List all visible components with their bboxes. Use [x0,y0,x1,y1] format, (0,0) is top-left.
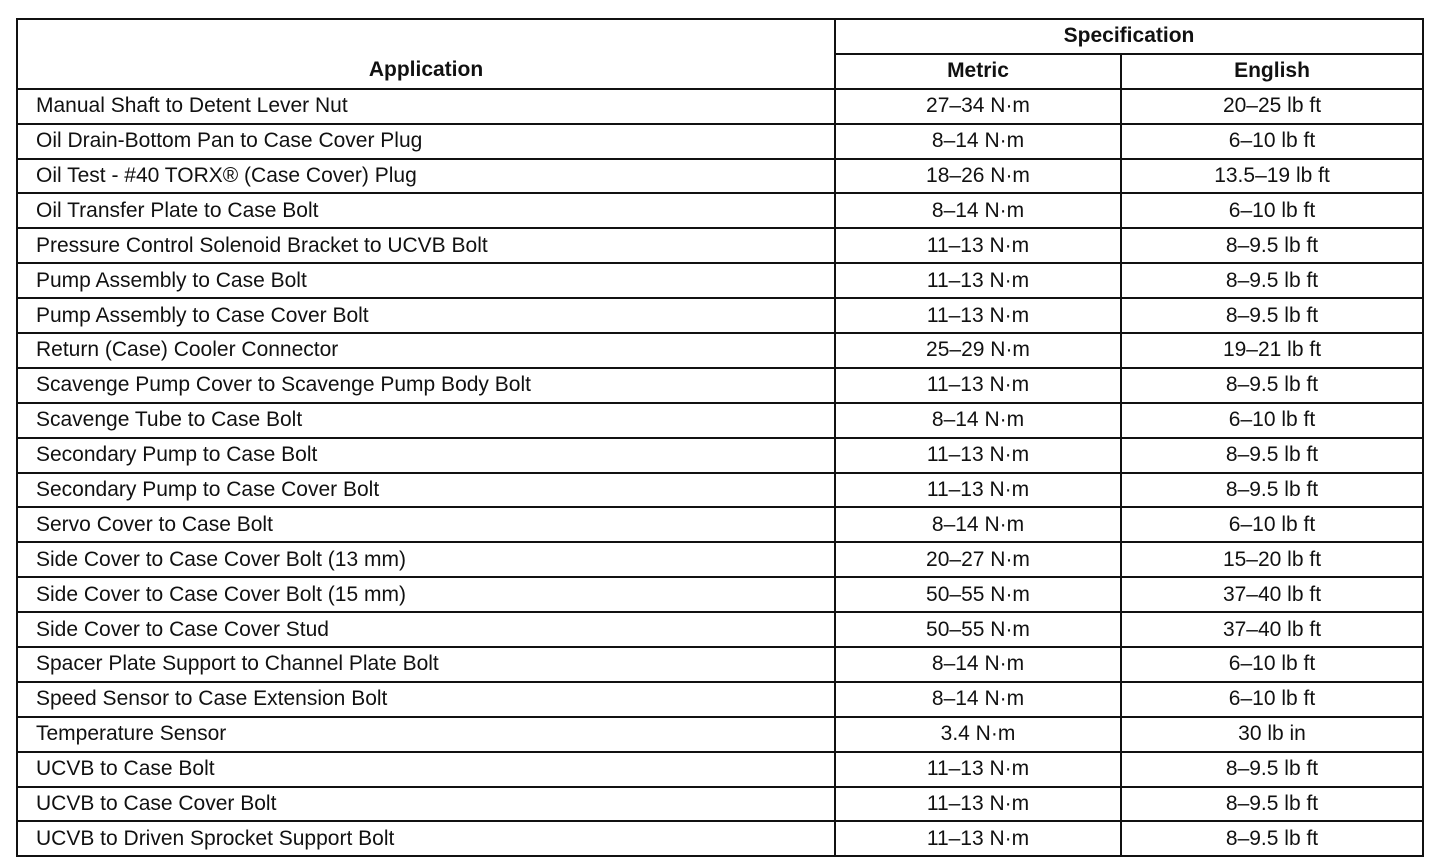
english-cell: 6–10 lb ft [1121,403,1423,438]
table-row [17,473,1423,508]
application-cell: Side Cover to Case Cover Stud [17,612,835,647]
table-row [17,577,1423,612]
english-cell: 8–9.5 lb ft [1121,473,1423,508]
table-row [17,682,1423,717]
metric-cell: 20–27 N·m [835,542,1121,577]
table-row [17,612,1423,647]
application-cell: UCVB to Driven Sprocket Support Bolt [17,821,835,856]
table-body [17,89,1423,857]
metric-cell: 8–14 N·m [835,647,1121,682]
table-row [17,403,1423,438]
application-cell: Side Cover to Case Cover Bolt (13 mm) [17,542,835,577]
table-row [17,647,1423,682]
metric-cell: 11–13 N·m [835,752,1121,787]
application-cell: Pressure Control Solenoid Bracket to UCVB Bolt [17,228,835,263]
application-cell: UCVB to Case Bolt [17,752,835,787]
english-cell: 20–25 lb ft [1121,89,1423,124]
application-cell: Scavenge Tube to Case Bolt [17,403,835,438]
application-cell: Pump Assembly to Case Cover Bolt [17,298,835,333]
english-cell: 19–21 lb ft [1121,333,1423,368]
english-cell: 6–10 lb ft [1121,647,1423,682]
metric-cell: 27–34 N·m [835,89,1121,124]
spec-table-container [16,18,1422,857]
metric-cell: 11–13 N·m [835,263,1121,298]
table-row [17,787,1423,822]
table-row [17,542,1423,577]
english-cell: 8–9.5 lb ft [1121,752,1423,787]
table-row [17,821,1423,856]
english-cell: 6–10 lb ft [1121,193,1423,228]
application-cell: Oil Transfer Plate to Case Bolt [17,193,835,228]
english-cell: 6–10 lb ft [1121,124,1423,159]
metric-cell: 8–14 N·m [835,403,1121,438]
application-header: Application [17,19,835,89]
metric-cell: 8–14 N·m [835,507,1121,542]
english-cell: 6–10 lb ft [1121,682,1423,717]
english-cell: 8–9.5 lb ft [1121,438,1423,473]
table-row [17,717,1423,752]
table-row [17,124,1423,159]
english-cell: 8–9.5 lb ft [1121,263,1423,298]
application-cell: UCVB to Case Cover Bolt [17,787,835,822]
table-row [17,263,1423,298]
application-cell: Spacer Plate Support to Channel Plate Bolt [17,647,835,682]
application-cell: Secondary Pump to Case Bolt [17,438,835,473]
application-cell: Pump Assembly to Case Bolt [17,263,835,298]
english-cell: 15–20 lb ft [1121,542,1423,577]
table-header [17,19,1423,89]
metric-cell: 8–14 N·m [835,193,1121,228]
table-row [17,193,1423,228]
metric-cell: 11–13 N·m [835,228,1121,263]
english-cell: 8–9.5 lb ft [1121,821,1423,856]
application-cell: Manual Shaft to Detent Lever Nut [17,89,835,124]
english-cell: 8–9.5 lb ft [1121,787,1423,822]
application-cell: Return (Case) Cooler Connector [17,333,835,368]
metric-cell: 3.4 N·m [835,717,1121,752]
metric-cell: 50–55 N·m [835,612,1121,647]
table-row [17,368,1423,403]
torque-spec-table [16,18,1424,857]
table-row [17,752,1423,787]
application-cell: Oil Test - #40 TORX® (Case Cover) Plug [17,159,835,194]
metric-cell: 11–13 N·m [835,473,1121,508]
table-row [17,298,1423,333]
specification-header: Specification [835,19,1423,54]
application-cell: Servo Cover to Case Bolt [17,507,835,542]
metric-cell: 8–14 N·m [835,682,1121,717]
metric-cell: 50–55 N·m [835,577,1121,612]
table-row [17,89,1423,124]
metric-cell: 11–13 N·m [835,438,1121,473]
english-cell: 8–9.5 lb ft [1121,368,1423,403]
application-cell: Oil Drain-Bottom Pan to Case Cover Plug [17,124,835,159]
metric-cell: 8–14 N·m [835,124,1121,159]
application-cell: Scavenge Pump Cover to Scavenge Pump Body Bolt [17,368,835,403]
metric-cell: 11–13 N·m [835,298,1121,333]
table-row [17,507,1423,542]
english-cell: 8–9.5 lb ft [1121,228,1423,263]
table-row [17,228,1423,263]
english-cell: 6–10 lb ft [1121,507,1423,542]
metric-cell: 25–29 N·m [835,333,1121,368]
english-header: English [1121,54,1423,89]
application-cell: Side Cover to Case Cover Bolt (15 mm) [17,577,835,612]
metric-cell: 11–13 N·m [835,821,1121,856]
application-cell: Temperature Sensor [17,717,835,752]
english-cell: 13.5–19 lb ft [1121,159,1423,194]
table-row [17,159,1423,194]
metric-cell: 11–13 N·m [835,368,1121,403]
application-cell: Secondary Pump to Case Cover Bolt [17,473,835,508]
english-cell: 37–40 lb ft [1121,612,1423,647]
english-cell: 30 lb in [1121,717,1423,752]
english-cell: 8–9.5 lb ft [1121,298,1423,333]
metric-cell: 18–26 N·m [835,159,1121,194]
metric-cell: 11–13 N·m [835,787,1121,822]
metric-header: Metric [835,54,1121,89]
table-row [17,438,1423,473]
table-row [17,333,1423,368]
application-cell: Speed Sensor to Case Extension Bolt [17,682,835,717]
english-cell: 37–40 lb ft [1121,577,1423,612]
